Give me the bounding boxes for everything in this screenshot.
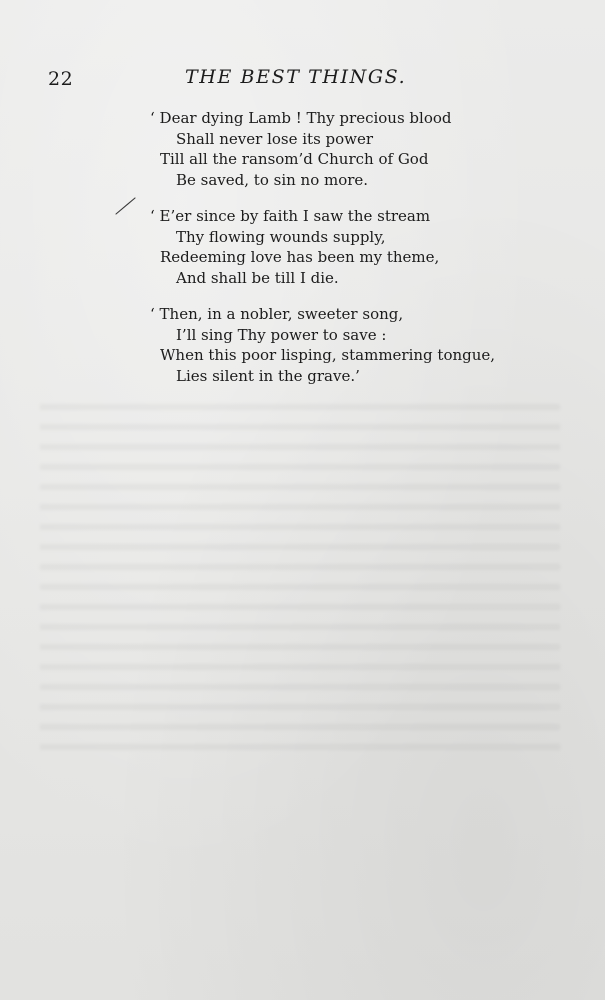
running-title: THE BEST THINGS. (185, 66, 407, 88)
stanza-2-line-4: And shall be till I die. (176, 268, 339, 287)
stanza-3-line-2: I’ll sing Thy power to save : (176, 325, 387, 344)
stanza-1-line-4: Be saved, to sin no more. (176, 170, 369, 189)
stanza-1 (150, 108, 570, 190)
stanza-1-line-2: Shall never lose its power (176, 129, 374, 148)
stanza-1-line-1: ‘ Dear dying Lamb ! Thy precious blood (150, 109, 452, 127)
stanza-2-line-1: ‘ E’er since by faith I saw the stream (150, 207, 431, 225)
stanza-3 (150, 304, 570, 386)
stanza-3-line-3: When this poor lisping, stammering tongue, (160, 346, 496, 364)
stanza-2-line-3: Redeeming love has been my theme, (160, 248, 440, 266)
reverse-side-bleed-through (40, 390, 560, 750)
pencil-slash-mark-icon-svg (114, 196, 138, 216)
stanza-1-line-3: Till all the ransom’d Church of God (160, 150, 429, 168)
stanza-3-line-1: ‘ Then, in a nobler, sweeter song, (150, 305, 404, 323)
pencil-slash-mark-icon (114, 196, 138, 216)
stanza-3-line-4: Lies silent in the grave.’ (176, 366, 360, 385)
stanza-2-line-2: Thy flowing wounds supply, (176, 227, 386, 246)
poem (150, 108, 570, 402)
stanza-2 (150, 206, 570, 288)
page-number: 22 (48, 68, 74, 90)
